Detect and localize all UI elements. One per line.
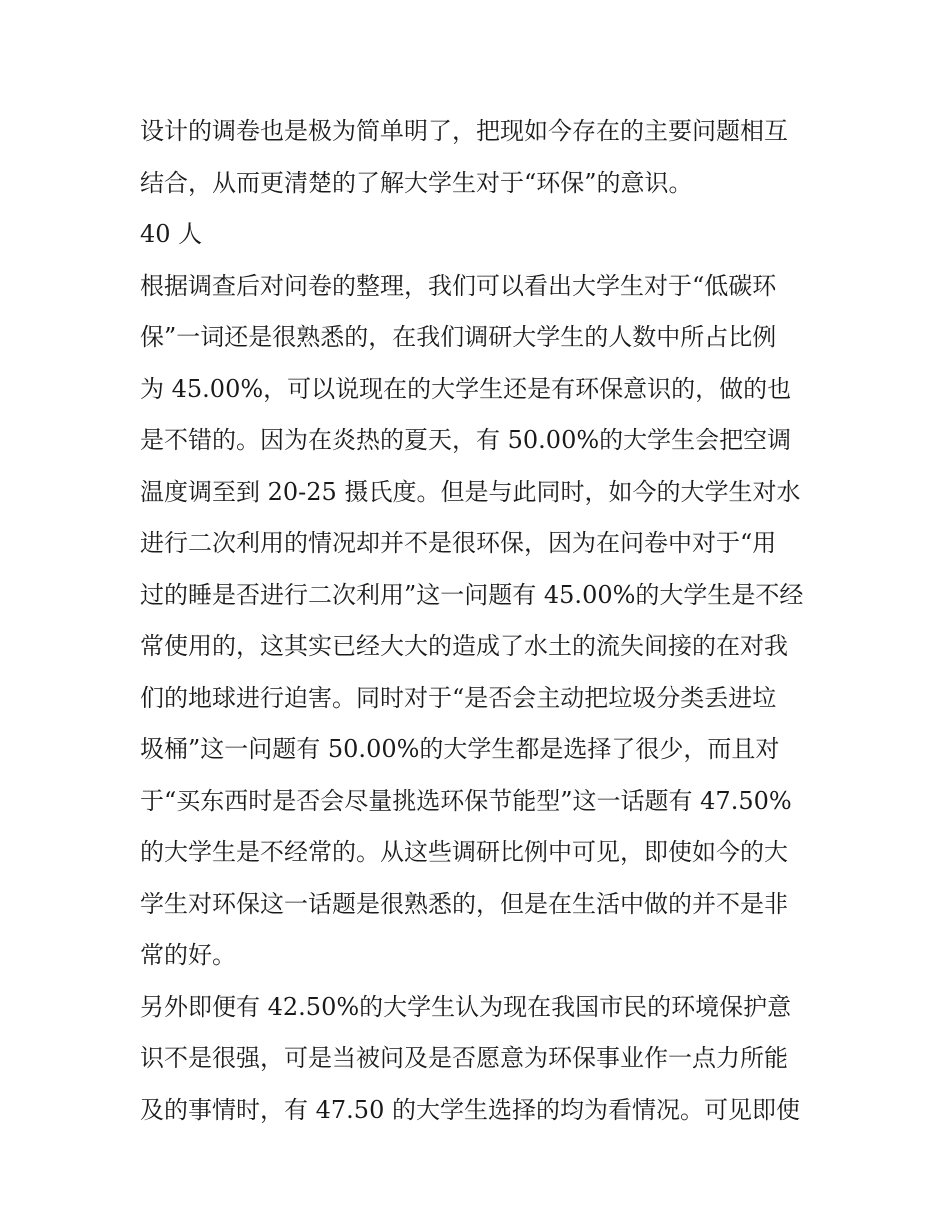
text-line: 保”一词还是很熟悉的，在我们调研大学生的人数中所占比例 — [140, 323, 777, 351]
text-line: 另外即便有 42.50%的大学生认为现在我国市民的环境保护意 — [140, 992, 792, 1021]
text-line: 根据调查后对问卷的整理，我们可以看出大学生对于“低碳环 — [140, 271, 777, 300]
text-line: 的大学生是不经常的。从这些调研比例中可见，即使如今的大 — [140, 838, 788, 866]
text-line: 结合，从而更清楚的了解大学生对于“环保”的意识。 — [140, 168, 693, 197]
text-line: 温度调至到 20-25 摄氏度。但是与此同时，如今的大学生对水 — [140, 477, 801, 506]
text-line: 们的地球进行迫害。同时对于“是否会主动把垃圾分类丢进垃 — [140, 683, 777, 712]
text-line: 40 人 — [140, 220, 203, 248]
text-line: 为 45.00%，可以说现在的大学生还是有环保意识的，做的也 — [140, 374, 792, 403]
text-line: 圾桶”这一问题有 50.00%的大学生都是选择了很少，而且对 — [140, 735, 780, 763]
text-line: 识不是很强，可是当被问及是否愿意为环保事业作一点力所能 — [140, 1044, 788, 1072]
text-line: 及的事情时，有 47.50 的大学生选择的均为看情况。可见即使 — [140, 1095, 800, 1124]
text-line: 于“买东西时是否会尽量挑选环保节能型”这一话题有 47.50% — [140, 786, 792, 815]
text-line: 常使用的，这其实已经大大的造成了水土的流失间接的在对我 — [140, 632, 788, 660]
text-line: 学生对环保这一话题是很熟悉的，但是在生活中做的并不是非 — [140, 889, 788, 918]
body-text — [140, 106, 830, 1136]
text-line: 常的好。 — [140, 941, 236, 969]
text-line: 设计的调卷也是极为简单明了，把现如今存在的主要问题相互 — [140, 117, 788, 145]
text-line: 进行二次利用的情况却并不是很环保，因为在问卷中对于“用 — [140, 529, 777, 557]
text-line: 过的睡是否进行二次利用”这一问题有 45.00%的大学生是不经 — [140, 580, 804, 609]
text-line: 是不错的。因为在炎热的夏天，有 50.00%的大学生会把空调 — [140, 426, 792, 454]
